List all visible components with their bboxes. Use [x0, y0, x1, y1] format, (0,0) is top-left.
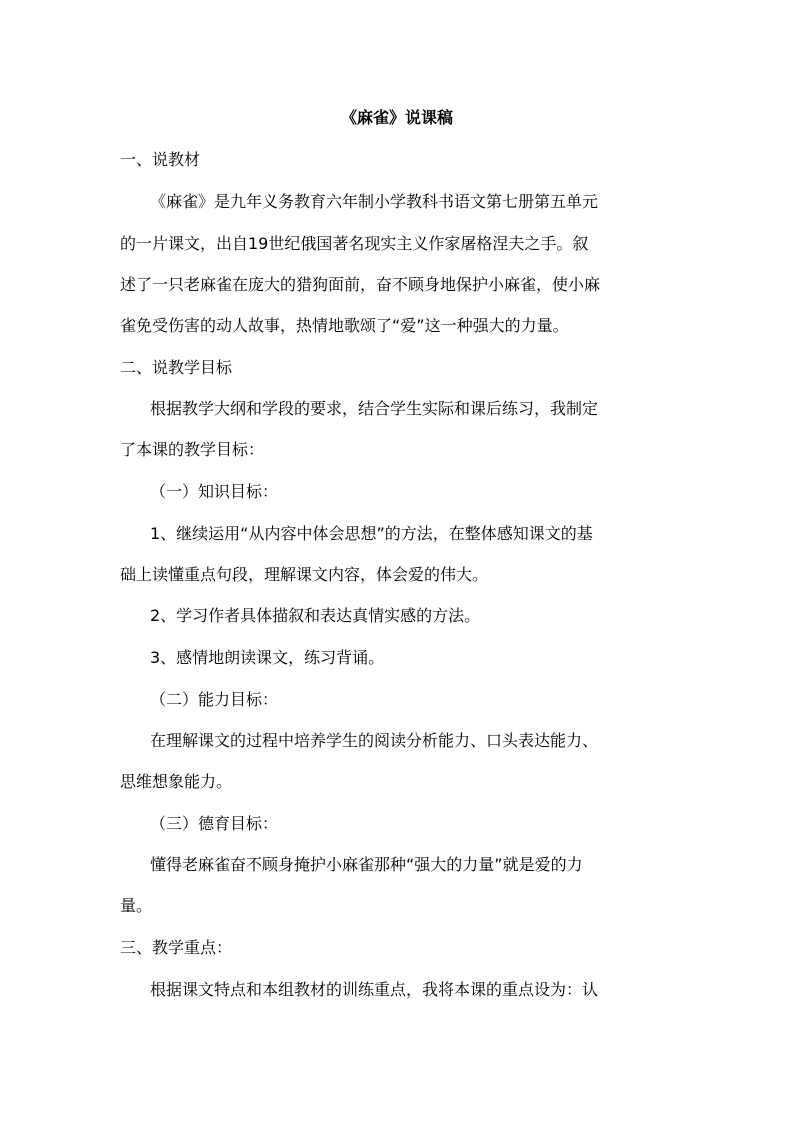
paragraph-line: 思维想象能力。: [120, 772, 233, 791]
section-heading-1: 一、说教材: [120, 150, 201, 169]
paragraph-line: 述了一只老麻雀在庞大的猎狗面前，奋不顾身地保护小麻雀，使小麻: [120, 275, 601, 294]
paragraph-line: 根据教学大纲和学段的要求，结合学生实际和课后练习，我制定: [150, 399, 599, 418]
subsection-heading-knowledge: （一）知识目标：: [150, 482, 279, 501]
subsection-heading-moral: （三）德育目标：: [150, 814, 279, 833]
paragraph-line: 《麻雀》是九年义务教育六年制小学教科书语文第七册第五单元: [150, 192, 599, 211]
document-title: 《麻雀》说课稿: [340, 108, 453, 127]
paragraph-line: 根据课文特点和本组教材的训练重点，我将本课的重点设为：认: [150, 980, 599, 999]
paragraph-line: 础上读懂重点句段，理解课文内容，体会爱的伟大。: [120, 565, 489, 584]
paragraph-line: 1、继续运用“从内容中体会思想”的方法，在整体感知课文的基: [150, 524, 593, 543]
paragraph-line: 3、感情地朗读课文，练习背诵。: [150, 648, 385, 667]
paragraph-line: 在理解课文的过程中培养学生的阅读分析能力、口头表达能力、: [150, 731, 599, 750]
paragraph-line: 的一片课文，出自19世纪俄国著名现实主义作家屠格涅夫之手。叙: [120, 234, 589, 253]
section-heading-3: 三、教学重点：: [120, 938, 233, 957]
paragraph-line: 懂得老麻雀奋不顾身掩护小麻雀那种“强大的力量”就是爱的力: [150, 855, 583, 874]
paragraph-line: 2、学习作者具体描叙和表达真情实感的方法。: [150, 606, 481, 625]
subsection-heading-ability: （二）能力目标：: [150, 690, 279, 709]
paragraph-line: 雀免受伤害的动人故事，热情地歌颂了“爱”这一种强大的力量。: [120, 316, 569, 335]
paragraph-line: 量。: [120, 896, 153, 915]
section-heading-2: 二、说教学目标: [120, 358, 233, 377]
paragraph-line: 了本课的教学目标：: [120, 440, 265, 459]
